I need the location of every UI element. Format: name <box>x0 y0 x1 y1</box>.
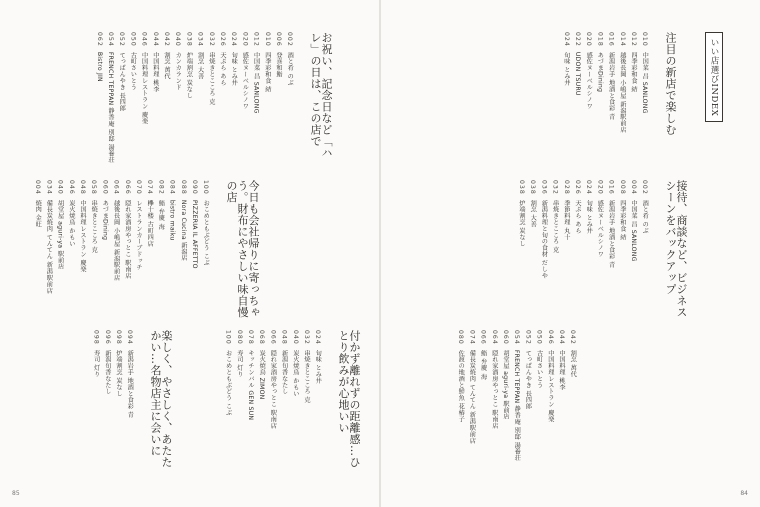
entry-shop-name: 四季彩和食 結 <box>263 51 271 93</box>
entry-shop-name: 天ぷら あら <box>574 199 581 234</box>
entry-page-number: 084 <box>168 180 176 195</box>
entry-shop-name: 感佐ヌーベルシノワ <box>596 199 604 258</box>
index-entry <box>286 32 292 86</box>
index-entry <box>502 330 508 420</box>
index-entry <box>540 180 546 279</box>
entry-shop-name: 隠れ家酒房やっとこ 駅南店 <box>490 349 498 429</box>
index-entry <box>96 32 102 82</box>
entry-page-number: 012 <box>630 32 637 47</box>
entry-shop-name: おこめともぶどう こぶ <box>224 349 232 416</box>
index-entry <box>163 32 169 80</box>
entry-shop-name: PIZZERIA IL AFFETTO <box>191 199 198 269</box>
entry-page-number: 060 <box>101 180 109 195</box>
entry-page-number: 006 <box>275 32 282 47</box>
entry-page-number: 050 <box>535 330 543 345</box>
index-entry <box>574 180 580 234</box>
index-entry <box>68 180 74 247</box>
entry-page-number: 064 <box>112 180 120 195</box>
page-number-left: 85 <box>12 490 20 497</box>
entry-page-number: 050 <box>129 32 137 47</box>
entry-page-number: 032 <box>551 180 559 195</box>
index-entry <box>241 32 247 109</box>
entry-shop-name: 酒と肴 のぶ <box>641 199 649 234</box>
index-entry <box>90 180 96 253</box>
entry-shop-name: 中国菜 昌 SANLONG <box>630 199 637 262</box>
entry-shop-name: 登喜和鮨 <box>275 51 282 78</box>
entry-page-number: 074 <box>468 330 476 345</box>
index-entry <box>56 180 62 270</box>
entry-page-number: 066 <box>479 330 487 345</box>
entry-page-number: 032 <box>303 330 310 345</box>
index-entry <box>468 330 474 444</box>
entry-shop-name: 寿司 灯り <box>235 349 243 378</box>
entry-page-number: 042 <box>163 32 170 47</box>
index-entry <box>157 180 163 230</box>
index-entry <box>563 180 569 240</box>
entry-shop-name: 備長炭焼肉 てんてん 新潟駅前店 <box>468 349 476 444</box>
entry-page-number: 024 <box>562 32 570 47</box>
index-entry <box>641 32 647 114</box>
entry-shop-name: 中国料理レストラン 慶楽 <box>140 51 148 125</box>
index-entry <box>219 32 225 86</box>
index-entry <box>607 32 613 120</box>
entry-page-number: 044 <box>151 32 159 47</box>
entry-page-number: 062 <box>95 32 103 47</box>
entry-page-number: 038 <box>518 180 525 195</box>
entry-shop-name: 古町さいとう <box>535 349 543 389</box>
entry-shop-name: てっぱんやき 長四郎 <box>118 51 126 112</box>
entry-page-number: 002 <box>641 180 649 195</box>
index-entry <box>196 32 202 80</box>
entry-page-number: 010 <box>641 32 649 47</box>
entry-shop-name: Nora Cucina 新潟店 <box>179 199 187 262</box>
entry-shop-name: 割烹 萬代 <box>163 51 170 80</box>
index-entry <box>585 180 591 234</box>
index-entry <box>275 32 281 77</box>
section-heading: 付かず離れずの距離感…ひとり飲みが心地いい <box>337 330 361 468</box>
index-entry <box>596 180 602 257</box>
index-entry <box>129 32 135 90</box>
index-entry <box>558 330 564 390</box>
entry-page-number: 048 <box>280 330 288 345</box>
entry-shop-name: 旬味 とみ井 <box>562 51 570 86</box>
entry-shop-name: 感佐ヌーベルシノワ <box>241 51 249 110</box>
index-entry <box>269 330 275 429</box>
entry-page-number: 046 <box>140 32 148 47</box>
right-page <box>381 0 760 507</box>
index-entry <box>574 32 580 96</box>
entry-page-number: 008 <box>618 180 626 195</box>
entry-page-number: 004 <box>34 180 42 195</box>
entry-shop-name: 新潟岩手 地酒と食彩 青 <box>607 51 615 121</box>
index-entry <box>535 330 541 388</box>
entry-page-number: 024 <box>585 180 593 195</box>
index-entry <box>230 32 236 86</box>
entry-page-number: 052 <box>118 32 126 47</box>
entry-page-number: 024 <box>314 330 322 345</box>
entry-page-number: 014 <box>618 32 626 47</box>
entry-page-number: 040 <box>174 32 182 47</box>
entry-shop-name: 越後長岡 小嶋屋 新潟駅前店 <box>618 51 626 133</box>
entry-shop-name: Bistro JIN <box>95 51 103 82</box>
section-heading: 今日も会社帰りに寄っちゃう。財布にやさしい味自慢の店 <box>225 180 260 318</box>
entry-shop-name: 胡堂屋 aguri-ya 駅前店 <box>502 349 509 420</box>
entry-shop-name: レストランカーブドッチ <box>135 199 142 271</box>
index-entry <box>34 180 40 228</box>
entry-shop-name: てっぱんやき 長四郎 <box>524 349 532 410</box>
entry-page-number: 034 <box>45 180 53 195</box>
index-entry <box>491 330 497 429</box>
entry-shop-name: 季節料理 丸十 <box>562 199 570 241</box>
index-entry <box>258 330 264 399</box>
page-number-right: 84 <box>740 490 748 497</box>
entry-page-number: 026 <box>574 180 581 195</box>
index-entry <box>185 32 191 99</box>
index-entry <box>630 32 636 92</box>
index-entry <box>457 330 463 422</box>
entry-page-number: 038 <box>529 180 537 195</box>
entry-shop-name: あづまDining <box>101 199 109 241</box>
entry-page-number: 080 <box>235 330 243 345</box>
entry-shop-name: 炉端割烹 炭なし <box>518 199 525 247</box>
entry-shop-name: 四季彩和食 結 <box>618 199 626 241</box>
index-entry <box>524 330 530 410</box>
index-entry <box>180 180 186 261</box>
entry-page-number: 026 <box>219 32 226 47</box>
entry-shop-name: 串焼きとこころ 克 <box>551 199 559 254</box>
entry-page-number: 032 <box>207 32 215 47</box>
entry-page-number: 080 <box>457 330 465 345</box>
entry-shop-name: 酒と肴 のぶ <box>286 51 294 86</box>
entry-page-number: 028 <box>562 180 570 195</box>
entry-shop-name: 串焼きとこころ 克 <box>90 199 98 254</box>
index-entry <box>202 180 208 266</box>
index-entry <box>115 330 121 397</box>
index-entry <box>314 330 320 384</box>
entry-shop-name: 割烹 萬代 <box>569 349 577 378</box>
index-entry <box>563 32 569 86</box>
entry-shop-name: 鮨 弁慶 海 <box>479 349 487 380</box>
index-entry <box>551 180 557 253</box>
entry-shop-name: 佐渡の地酒と鮮魚 花椿子 <box>457 349 465 423</box>
entry-page-number: 096 <box>103 330 111 345</box>
entry-shop-name: FRENCH TEPPAN 静香庵 別邸 湯養荘 <box>107 51 114 164</box>
entry-page-number: 012 <box>252 32 260 47</box>
left-page <box>0 0 379 507</box>
entry-shop-name: 旬味 とみ井 <box>230 51 238 86</box>
entry-page-number: 094 <box>126 330 134 345</box>
index-entry <box>596 32 602 92</box>
entry-page-number: 088 <box>179 180 187 195</box>
index-entry <box>104 330 110 395</box>
entry-page-number: 038 <box>185 32 193 47</box>
entry-shop-name: 炭火焼鳥 かもい <box>291 349 299 397</box>
entry-shop-name: UDON TSURU <box>574 51 581 96</box>
entry-page-number: 042 <box>569 330 577 345</box>
entry-page-number: 060 <box>502 330 509 345</box>
entry-page-number: 034 <box>196 32 204 47</box>
entry-page-number: 016 <box>607 180 615 195</box>
entry-shop-name: 隠れ家酒房やっとこ 駅南店 <box>123 199 131 279</box>
entry-shop-name: 隠れ家酒房やっとこ 駅南店 <box>269 349 277 429</box>
index-entry <box>124 180 130 279</box>
index-entry <box>569 330 575 378</box>
entry-shop-name: bistro maiku <box>168 199 176 241</box>
index-entry <box>630 180 636 262</box>
entry-shop-name: 感佐ヌーベルシノワ <box>585 51 593 110</box>
index-entry <box>247 330 253 420</box>
entry-page-number: 082 <box>157 180 165 195</box>
entry-shop-name: 四季彩和食 結 <box>630 51 637 93</box>
section-heading: 楽しく、やさしく、あたたかい…名物店主に会いに <box>149 330 173 468</box>
entry-shop-name: 備長炭焼肉 てんてん 新潟駅前店 <box>45 199 53 294</box>
index-entry <box>101 180 107 240</box>
entry-shop-name: 炭火焼鳥 かもい <box>67 199 75 247</box>
index-entry <box>619 32 625 133</box>
index-entry <box>146 180 152 247</box>
entry-page-number: 040 <box>291 330 299 345</box>
entry-page-number: 046 <box>546 330 554 345</box>
entry-shop-name: 焼肉 金旺 <box>34 199 42 228</box>
entry-shop-name: カンカランド <box>174 51 182 91</box>
entry-shop-name: 中国料理 桃李 <box>151 51 159 93</box>
entry-page-number: 024 <box>230 32 238 47</box>
entry-shop-name: 新潟料理と旬の食材 だしや <box>540 199 548 279</box>
index-entry <box>607 180 613 268</box>
entry-shop-name: あづまDining <box>596 51 604 93</box>
entry-page-number: 100 <box>202 180 210 195</box>
entry-page-number: 070 <box>135 180 142 195</box>
index-entry <box>135 180 141 270</box>
entry-shop-name: 旬味 とみ井 <box>314 349 322 384</box>
index-entry <box>118 32 124 112</box>
entry-page-number: 020 <box>585 32 593 47</box>
index-entry <box>174 32 180 90</box>
index-entry <box>107 32 113 163</box>
index-entry <box>236 330 242 378</box>
entry-page-number: 068 <box>258 330 266 345</box>
entry-page-number: 066 <box>269 330 277 345</box>
index-entry <box>585 32 591 109</box>
index-entry <box>191 180 197 269</box>
entry-shop-name: キッチンバル GEN SUN <box>247 349 254 421</box>
entry-page-number: 074 <box>146 180 154 195</box>
entry-shop-name: 欅十楼 古町四店 <box>146 199 154 247</box>
entry-shop-name: 鮨 弁慶 海 <box>157 199 165 230</box>
entry-page-number: 098 <box>115 330 122 345</box>
index-entry <box>92 330 98 378</box>
entry-page-number: 066 <box>123 180 131 195</box>
entry-shop-name: 天ぷら あら <box>219 51 226 86</box>
entry-shop-name: 割烹 大善 <box>196 51 204 80</box>
entry-shop-name: FRENCH TEPPAN 静香庵 別邸 湯養荘 <box>513 349 521 462</box>
entry-page-number: 022 <box>574 32 581 47</box>
index-entry <box>641 180 647 234</box>
index-entry <box>112 180 118 281</box>
entry-page-number: 054 <box>107 32 114 47</box>
entry-shop-name: 古町さいとう <box>129 51 137 91</box>
section-heading: 接待、商談など、ビジネスシーンをバックアップ <box>664 180 688 318</box>
entry-shop-name: 寿司 灯り <box>92 349 100 378</box>
entry-page-number: 016 <box>607 32 615 47</box>
index-entry <box>264 32 270 92</box>
index-entry <box>224 330 230 416</box>
entry-page-number: 046 <box>67 180 75 195</box>
index-entry <box>252 32 258 114</box>
index-entry <box>208 32 214 105</box>
entry-shop-name: 新潟旬香なたし <box>280 349 288 395</box>
entry-shop-name: 中国料理 桃李 <box>558 349 565 391</box>
index-entry <box>280 330 286 395</box>
entry-page-number: 044 <box>558 330 565 345</box>
index-entry <box>518 180 524 247</box>
index-entry <box>79 180 85 272</box>
entry-shop-name: 割烹 大善 <box>529 199 537 228</box>
entry-shop-name: 旬味 とみ井 <box>585 199 593 234</box>
entry-shop-name: 炉端割烹 炭なし <box>185 51 193 99</box>
index-entry <box>619 180 625 240</box>
entry-shop-name: 中国料理レストラン 慶楽 <box>79 199 86 273</box>
entry-page-number: 002 <box>286 32 294 47</box>
entry-page-number: 098 <box>92 330 100 345</box>
index-entry <box>140 32 146 124</box>
entry-shop-name: 越後長岡 小嶋屋 新潟駅前店 <box>112 199 120 281</box>
entry-page-number: 100 <box>224 330 232 345</box>
entry-page-number: 064 <box>490 330 498 345</box>
entry-shop-name: 炉端割烹 炭なし <box>115 349 122 397</box>
index-entry <box>152 32 158 92</box>
index-entry <box>45 180 51 294</box>
entry-shop-name: 中国料理レストラン 慶楽 <box>546 349 554 423</box>
index-badge: いい店選びINDEX <box>705 32 723 122</box>
entry-shop-name: 炭火焼鳥 ZIMON <box>258 349 266 400</box>
entry-page-number: 004 <box>630 180 637 195</box>
index-entry <box>292 330 298 397</box>
index-entry <box>126 330 132 418</box>
section-heading: お祝い、記念日など「ハレ」の日は、この店で <box>309 32 333 159</box>
entry-shop-name: おこめともぶどう こぶ <box>202 199 210 266</box>
entry-page-number: 054 <box>513 330 521 345</box>
index-entry <box>168 180 174 241</box>
entry-shop-name: 中国菜 昌 SANLONG <box>641 51 649 114</box>
entry-shop-name: 新潟岩手 地酒と食彩 青 <box>607 199 615 269</box>
entry-page-number: 058 <box>90 180 98 195</box>
entry-shop-name: 中国菜 昌 SANLONG <box>252 51 260 114</box>
entry-page-number: 020 <box>596 180 604 195</box>
entry-page-number: 036 <box>540 180 548 195</box>
entry-page-number: 018 <box>596 32 604 47</box>
entry-shop-name: 胡堂屋 aguri-ya 駅前店 <box>56 199 64 270</box>
entry-shop-name: 新潟岩手 地酒と食彩 青 <box>126 349 134 419</box>
entry-shop-name: 串焼きとこころ 克 <box>303 349 310 404</box>
index-entry <box>529 180 535 228</box>
index-entry <box>513 330 519 461</box>
entry-shop-name: 新潟旬香なたし <box>103 349 111 395</box>
index-entry <box>547 330 553 422</box>
section-heading: 注目の新店で楽しむ <box>664 32 677 136</box>
entry-page-number: 020 <box>241 32 249 47</box>
index-entry <box>303 330 309 403</box>
entry-shop-name: 串焼きとこころ 克 <box>207 51 215 106</box>
entry-page-number: 040 <box>56 180 64 195</box>
entry-page-number: 090 <box>191 180 198 195</box>
entry-page-number: 048 <box>79 180 86 195</box>
entry-page-number: 010 <box>263 32 271 47</box>
entry-page-number: 052 <box>524 330 532 345</box>
index-entry <box>479 330 485 380</box>
entry-page-number: 078 <box>247 330 254 345</box>
